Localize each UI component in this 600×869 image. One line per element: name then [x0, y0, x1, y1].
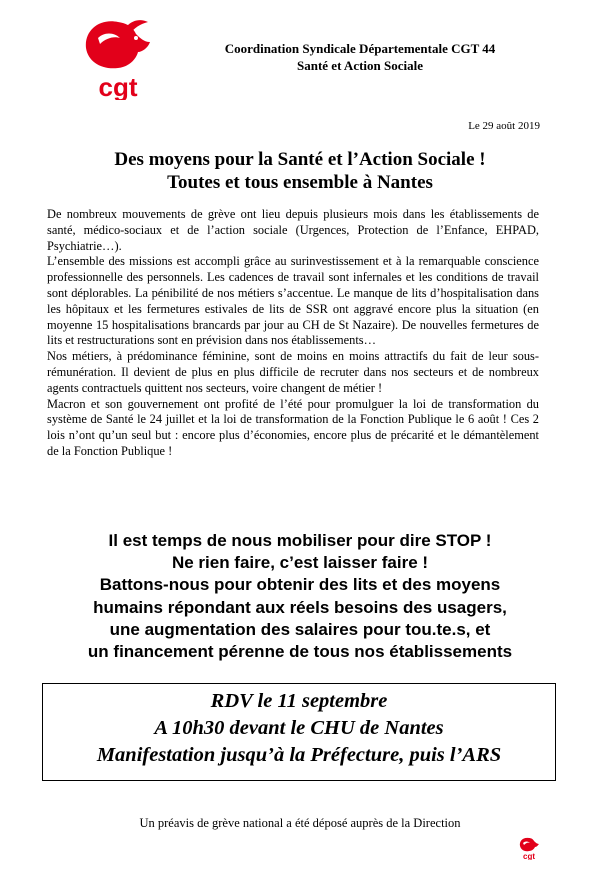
- document-date: Le 29 août 2019: [468, 120, 540, 132]
- slogan-line: Battons-nous pour obtenir des lits et des moyens: [99, 575, 501, 595]
- org-sector: Santé et Action Sociale: [296, 58, 423, 73]
- paragraph: Nos métiers, à prédominance féminine, sont de moins en moins attractifs du fait de leur sous-rémunération. Il devient de plus en plus difficile de recruter dans nos secteurs et de nombreux agents contractuels quittent nos secteurs, voire changent de métier !: [47, 349, 539, 395]
- cgt-small-logo: [518, 836, 540, 860]
- slogan-line: une augmentation des salaires pour tou.te.s, et: [109, 619, 491, 639]
- cgt-logo: [78, 16, 158, 100]
- slogan-line: Ne rien faire, c’est laisser faire !: [171, 553, 429, 573]
- rdv-time-place: A 10h30 devant le CHU de Nantes: [154, 717, 444, 739]
- paragraph: De nombreux mouvements de grève ont lieu depuis plusieurs mois dans les établissements de santé, médico-sociaux et de l’action sociale (Urgences, Protection de l’Enfance, EHPAD, Psychiatrie…).: [47, 207, 539, 253]
- title-line-2: Toutes et tous ensemble à Nantes: [167, 172, 433, 193]
- footer-note: Un préavis de grève national a été déposé auprès de la Direction: [139, 816, 461, 830]
- slogan-line: Il est temps de nous mobiliser pour dire STOP !: [108, 531, 492, 550]
- slogan-line: un financement pérenne de tous nos établissements: [87, 642, 513, 662]
- slogans: [40, 530, 560, 663]
- rdv-date: RDV le 11 septembre: [210, 690, 388, 712]
- document-title: [45, 148, 555, 194]
- body-text: [47, 207, 539, 460]
- slogan-line: humains répondant aux réels besoins des usagers,: [93, 597, 507, 617]
- rdv-route: Manifestation jusqu’à la Préfecture, puis l’ARS: [96, 744, 502, 766]
- bird-icon: [86, 20, 150, 68]
- logo-text: cgt: [98, 72, 138, 100]
- small-logo-text: cgt: [523, 852, 535, 860]
- title-line-1: Des moyens pour la Santé et l’Action Sociale !: [114, 149, 486, 170]
- paragraph: Macron et son gouvernement ont profité de l’été pour promulguer la loi de transformation du système de Santé le 24 juillet et la loi de transformation de la Fonction Publique le 6 août ! Ces 2 lois n’ont qu’un seul but : encore plus d’économies, encore plus de précarité et le démantèlement de la Fonction Publique !: [47, 396, 539, 458]
- org-name: Coordination Syndicale Départementale CGT 44: [224, 41, 496, 56]
- paragraph: L’ensemble des missions est accompli grâce au surinvestissement et à la remarquable conscience professionnelle des personnels. Les cadences de travail sont infernales et les conditions de travail sont déplorables. La pénibilité de nos métiers s’accentue. Le manque de lits d’hospitalisation dans les hôpitaux et les fermetures estivales de lits de SSR ont aggravé encore plus la situation (en moyenne 15 hospitalisations brancards par jour au CH de St Nazaire). De nouvelles fermetures de lits et restructurations sont en prévision dans nos établissements…: [47, 254, 539, 348]
- organization-header: [190, 40, 530, 74]
- rdv-box: [42, 683, 556, 781]
